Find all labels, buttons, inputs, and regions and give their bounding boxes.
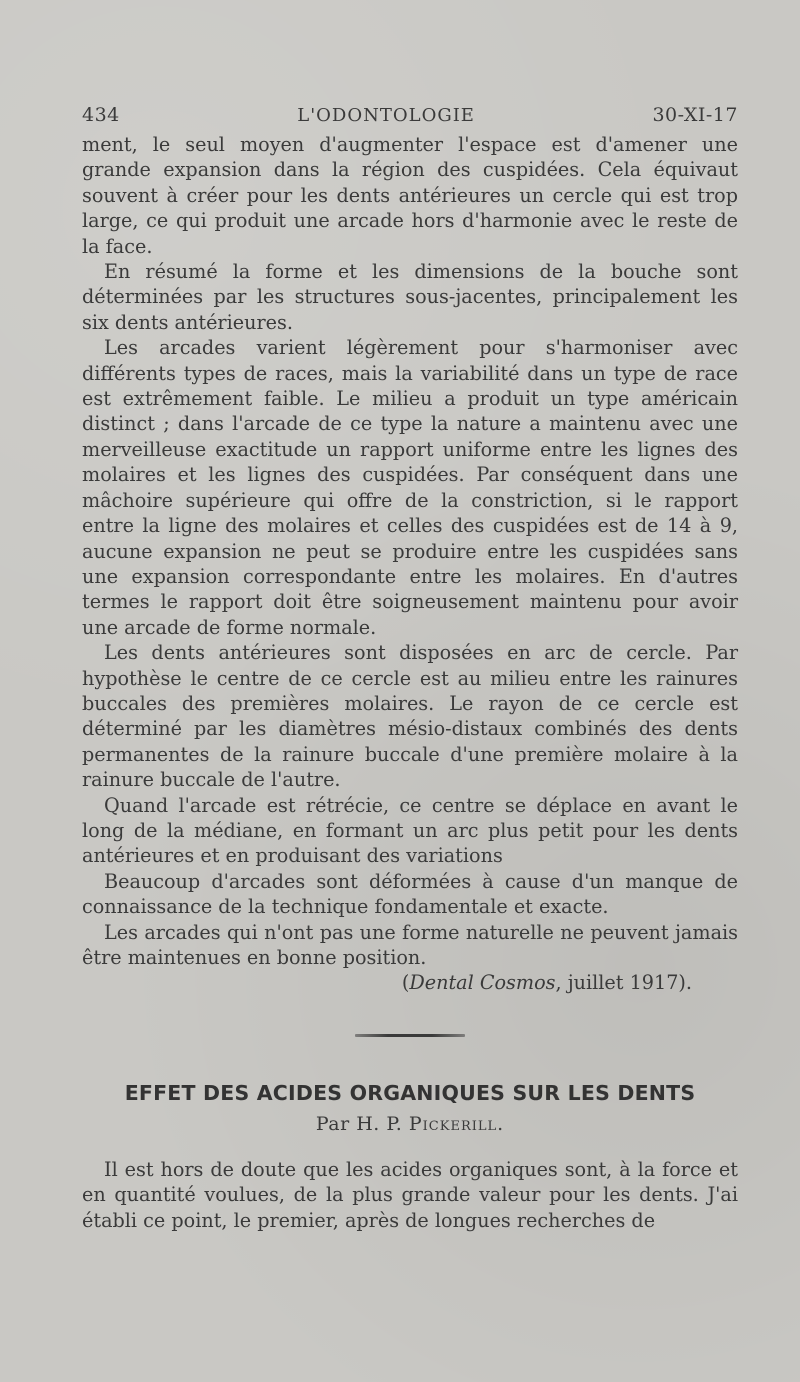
paragraph: Quand l'arcade est rétrécie, ce centre se déplace en avant le long de la médiane, en formant un arc plus petit pour les dents antérieures et en produisant des variations [82, 793, 738, 868]
paragraph: Les dents antérieures sont disposées en arc de cercle. Par hypothèse le centre de ce cercle est au milieu entre les rainures buccales des premières molaires. Le rayon de ce cercle est déterminé par les diamètres mésio-distaux combinés des dents permanentes de la rainure buccale d'une première molaire à la rainure buccale de l'autre. [82, 641, 738, 792]
document-page [82, 104, 738, 1233]
article-body [82, 1157, 738, 1233]
citation-date: , juillet 1917). [555, 971, 692, 995]
paragraph: Il est hors de doute que les acides organiques sont, à la force et en quantité voulues, de la plus grande valeur pour les dents. J'ai établi ce point, le premier, après de longues recherches de [82, 1157, 738, 1232]
page-number: 434 [82, 104, 120, 126]
citation-source: Dental Cosmos [409, 971, 556, 995]
byline-prefix: Par H. P. [315, 1112, 409, 1135]
running-head [82, 104, 738, 126]
byline [82, 1113, 738, 1135]
paragraph: Les arcades qui n'ont pas une forme naturelle ne peuvent jamais être maintenues en bonne position. [82, 920, 738, 969]
paragraph: En résumé la forme et les dimensions de la bouche sont déterminées par les structures sous-jacentes, principalement les six dents antérieures. [82, 260, 738, 334]
article-title: EFFET DES ACIDES ORGANIQUES SUR LES DENTS [124, 1080, 696, 1105]
citation: (Dental Cosmos, juillet 1917). [401, 971, 692, 995]
paragraph: ment, le seul moyen d'augmenter l'espace est d'amener une grande expansion dans la région des cuspidées. Cela équivaut souvent à créer pour les dents antérieures un cercle qui est trop large, ce qui produit une arcade hors d'harmonie avec le reste de la face. [82, 133, 738, 258]
paragraph: Les arcades varient légèrement pour s'harmoniser avec différents types de races, mais la variabilité dans un type de race est extrêmement faible. Le milieu a produit un type américain distinct ; dans l'arcade de ce type la nature a maintenu avec une merveilleuse exactitude un rapport uniforme entre les lignes des molaires et les lignes des cuspidées. Par conséquent dans une mâchoire supérieure qui offre de la constriction, si le rapport entre la ligne des molaires et celles des cuspidées est de 14 à 9, aucune expansion ne peut se produire entre les cuspidées sans une expansion correspondante entre les molaires. En d'autres termes le rapport doit être soigneusement maintenu pour avoir une arcade de forme normale. [82, 336, 738, 639]
author-name: Pickerill. [408, 1112, 505, 1135]
section-divider [355, 1034, 465, 1037]
article-continuation [82, 132, 738, 996]
journal-title: L'ODONTOLOGIE [297, 105, 475, 126]
issue-date: 30-XI-17 [652, 104, 738, 126]
paragraph: Beaucoup d'arcades sont déformées à cause d'un manque de connaissance de la technique fondamentale et exacte. [82, 869, 738, 919]
